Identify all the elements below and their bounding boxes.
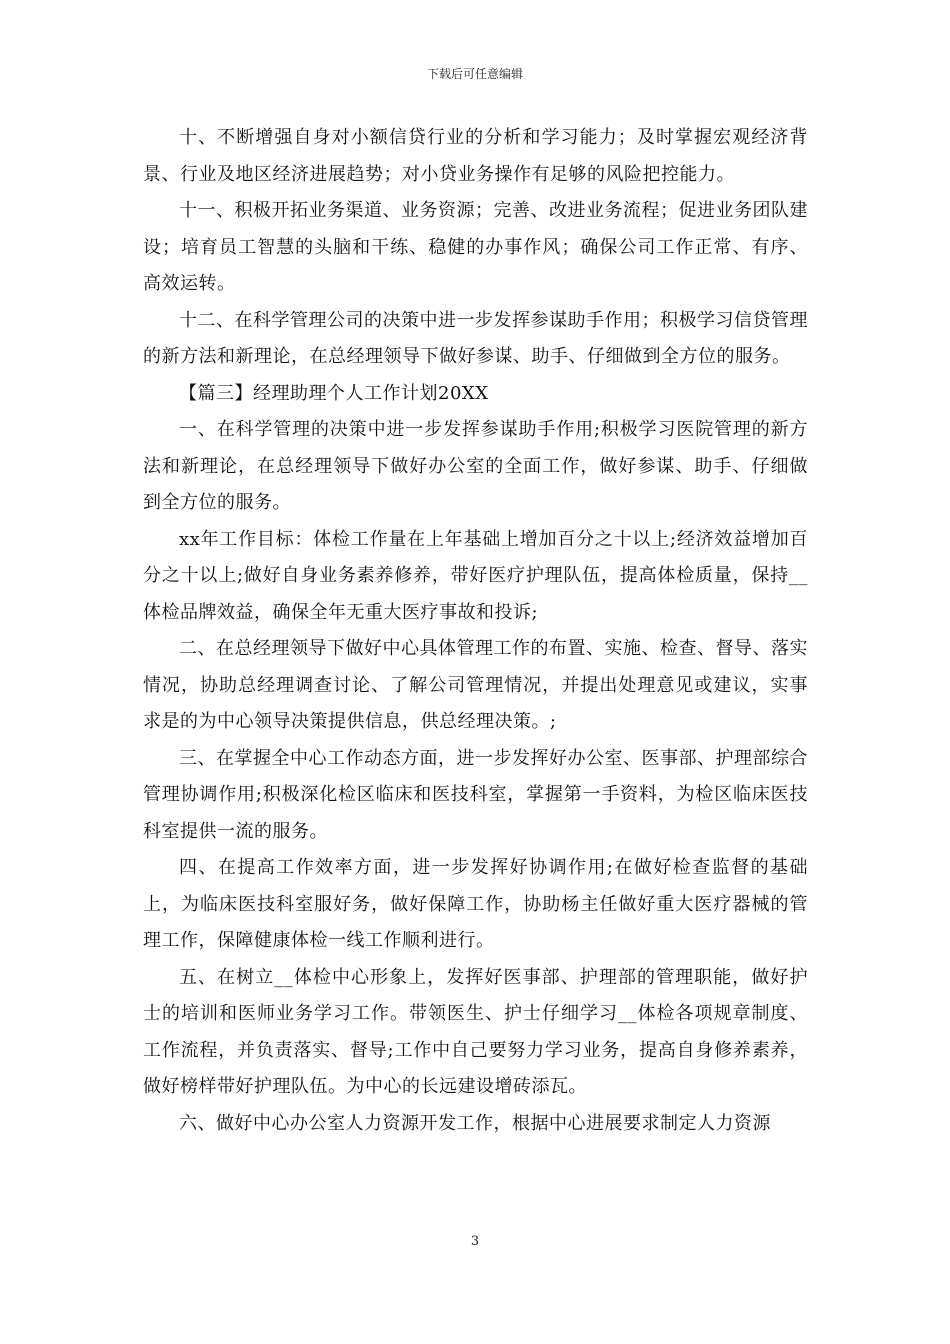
paragraph-item-10: 十、不断增强自身对小额信贷行业的分析和学习能力；及时掌握宏观经济背景、行业及地区经济进展趋势；对小贷业务操作有足够的风险把控能力。 [143,127,808,185]
paragraph-item-4: 四、在提高工作效率方面，进一步发挥好协调作用;在做好检查监督的基础上，为临床医技科室服好务，做好保障工作，协助杨主任做好重大医疗器械的管理工作，保障健康体检一线工作顺利进行。 [143,857,808,951]
paragraph-item-11: 十一、积极开拓业务渠道、业务资源；完善、改进业务流程；促进业务团队建设；培育员工智慧的头脑和干练、稳健的办事作风；确保公司工作正常、有序、高效运转。 [143,200,808,294]
paragraph-item-12: 十二、在科学管理公司的决策中进一步发挥参谋助手作用；积极学习信贷管理的新方法和新理论，在总经理领导下做好参谋、助手、仔细做到全方位的服务。 [143,309,808,367]
paragraph-item-3: 三、在掌握全中心工作动态方面，进一步发挥好办公室、医事部、护理部综合管理协调作用;积极深化检区临床和医技科室，掌握第一手资料，为检区临床医技科室提供一流的服务。 [143,747,808,842]
page-number: 3 [470,1234,480,1249]
paragraph-item-6: 六、做好中心办公室人力资源开发工作，根据中心进展要求制定人力资源 [179,1112,771,1134]
paragraph-annual-goals: xx年工作目标：体检工作量在上年基础上增加百分之十以上;经济效益增加百分之十以上;做好自身业务素养修养，带好医疗护理队伍，提高体检质量，保持__体检品牌效益，确保全年无重大医疗事故和投诉; [143,528,808,623]
page-header: 下载后可任意编辑 [426,67,523,81]
section-heading: 【篇三】经理助理个人工作计划20XX [179,382,489,404]
paragraph-item-1: 一、在科学管理的决策中进一步发挥参谋助手作用;积极学习医院管理的新方法和新理论，在总经理领导下做好办公室的全面工作，做好参谋、助手、仔细做到全方位的服务。 [143,419,808,513]
paragraph-item-5: 五、在树立__体检中心形象上，发挥好医事部、护理部的管理职能，做好护士的培训和医师业务学习工作。带领医生、护士仔细学习__体检各项规章制度、工作流程，并负责落实、督导;工作中自己要努力学习业务，提高自身修养素养，做好榜样带好护理队伍。为中心的长远建设增砖添瓦。 [143,966,808,1097]
document-body [143,120,808,1142]
paragraph-item-2: 二、在总经理领导下做好中心具体管理工作的布置、实施、检查、督导、落实情况，协助总经理调查讨论、了解公司管理情况，并提出处理意见或建议，实事求是的为中心领导决策提供信息，供总经理决策。; [143,638,808,732]
